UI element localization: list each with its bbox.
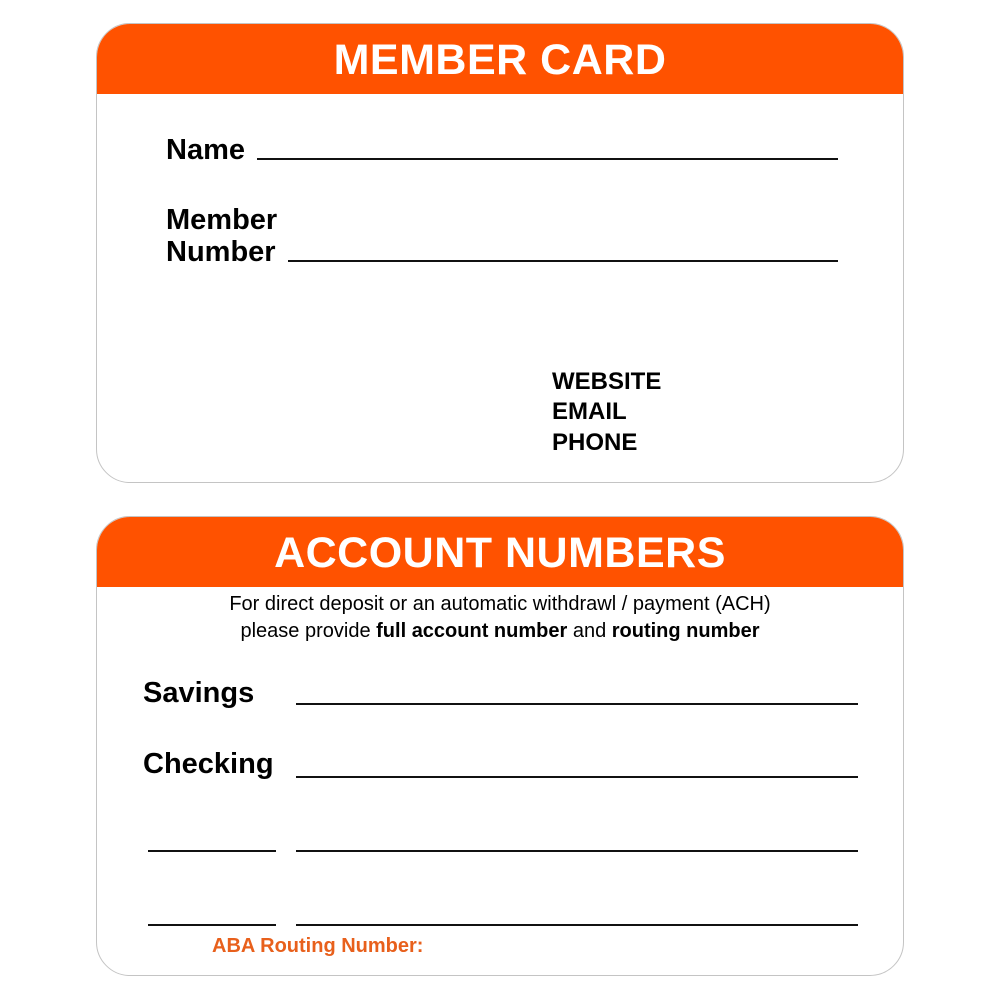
account-numbers-card [96, 516, 904, 976]
email-label: EMAIL [552, 398, 627, 425]
account-numbers-header: ACCOUNT NUMBERS [97, 517, 903, 587]
name-line[interactable] [257, 158, 838, 160]
intro-line-2-pre: please provide [240, 620, 377, 642]
intro-line-2 [97, 618, 903, 645]
intro-bold-account: full account number [376, 620, 568, 642]
member-number-label-line2: Number [166, 236, 276, 268]
website-label: WEBSITE [552, 368, 662, 395]
checking-line[interactable] [296, 776, 858, 778]
member-number-label-line1: Member [166, 204, 278, 236]
member-card [96, 23, 904, 483]
member-number-line[interactable] [288, 260, 838, 262]
intro-line-1: For direct deposit or an automatic withdrawl / payment (ACH) [229, 593, 771, 615]
aba-routing-label: ABA Routing Number: [212, 935, 424, 957]
extra-account-line-2[interactable] [296, 924, 858, 926]
savings-label: Savings [143, 677, 255, 709]
extra-label-line-2[interactable] [148, 924, 276, 926]
extra-label-line-1[interactable] [148, 850, 276, 852]
phone-label: PHONE [552, 429, 638, 456]
intro-bold-routing: routing number [611, 620, 760, 642]
name-label: Name [166, 134, 245, 166]
member-card-header: MEMBER CARD [97, 24, 903, 94]
extra-account-line-1[interactable] [296, 850, 858, 852]
savings-line[interactable] [296, 703, 858, 705]
intro-line-2-mid: and [567, 620, 612, 642]
checking-label: Checking [143, 748, 274, 780]
